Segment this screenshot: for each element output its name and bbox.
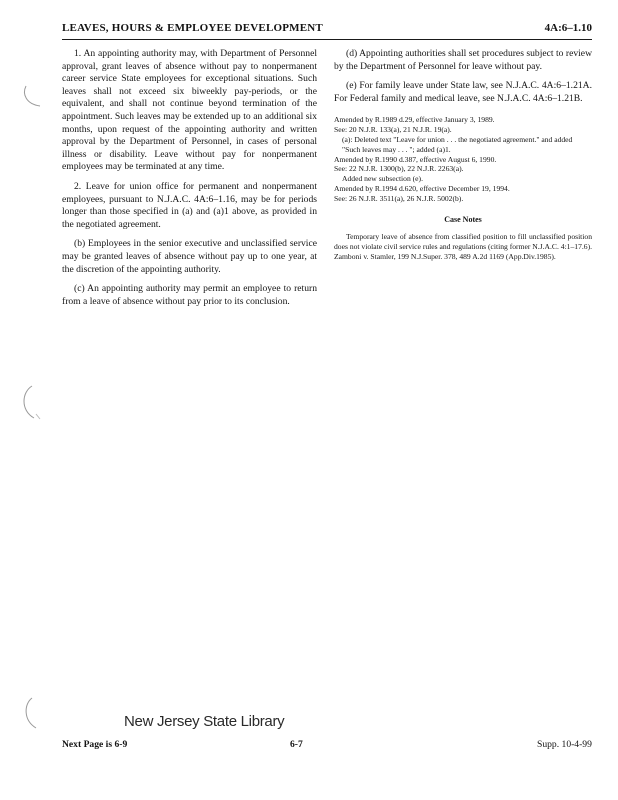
case-notes-text: Temporary leave of absence from classified position to fill unclassified position does not violate civil service rules and regulations (citing former N.J.A.C. 4:1–17.6). Zamboni v. Stamler, 199 N.J.Super. 378, 489 A.2d 1169 (App.Div.1985). <box>334 232 592 261</box>
history-line: Added new subsection (e). <box>342 174 423 184</box>
library-stamp: New Jersey State Library <box>124 713 285 730</box>
paragraph-a1: 1. An appointing authority may, with Department of Personnel approval, grant leaves of absence without pay to nonpermanent career service State employees for exceptional situations. Such leaves shall not exceed six biweekly pay-periods, or the equivalent, and shall not continue beyond termination of the appointment. Such leaves may be extended up to an additional six months, upon request of the appointing authority and written approval by the Department of Personnel, in cases of personal illness or disability. Leave without pay for nonpermanent employees may be terminated at any time. <box>62 48 317 173</box>
paragraph-d: (d) Appointing authorities shall set procedures subject to review by the Department of Personnel for leave without pay. <box>334 48 592 72</box>
left-column <box>62 48 317 315</box>
case-notes-heading: Case Notes <box>444 214 482 224</box>
running-header <box>62 19 592 40</box>
history-line: Amended by R.1990 d.387, effective August 6, 1990. <box>334 154 497 164</box>
history-line: Amended by R.1994 d.620, effective December 19, 1994. <box>334 183 510 193</box>
page-number: 6-7 <box>290 739 303 750</box>
history-line: Amended by R.1989 d.29, effective January 3, 1989. <box>334 115 495 125</box>
binder-hole-mark <box>20 694 46 734</box>
supplement-date: Supp. 10-4-99 <box>537 739 592 750</box>
paragraph-b: (b) Employees in the senior executive and unclassified service may be granted leaves of absence without pay up to one year, at the discretion of the appointing authority. <box>62 238 317 275</box>
binder-hole-mark <box>20 84 44 110</box>
paragraph-a2: 2. Leave for union office for permanent and nonpermanent employees, pursuant to N.J.A.C. 4A:6–1.16, may be for periods longer than those specified in (a) and (a)1 above, as provided in the negotiated agreement. <box>62 180 317 230</box>
history-line: See: 20 N.J.R. 133(a), 21 N.J.R. 19(a). <box>334 125 452 135</box>
binder-hole-mark <box>18 384 44 424</box>
paragraph-e: (e) For family leave under State law, see N.J.A.C. 4A:6–1.21A. For Federal family and medical leave, see N.J.A.C. 4A:6–1.21B. <box>334 80 592 104</box>
paragraph-c: (c) An appointing authority may permit an employee to return from a leave of absence without pay prior to its conclusion. <box>62 283 317 307</box>
section-number: 4A:6–1.10 <box>544 22 592 34</box>
chapter-title: LEAVES, HOURS & EMPLOYEE DEVELOPMENT <box>62 22 323 34</box>
history-line: (a): Deleted text "Leave for union . . . the negotiated agreement." and added "Such leaves may . . . "; added (a)1. <box>342 134 573 154</box>
history-line: See: 22 N.J.R. 1300(b), 22 N.J.R. 2263(a). <box>334 164 464 174</box>
footer-next-page: Next Page is 6-9 <box>62 739 128 750</box>
history-line: See: 26 N.J.R. 3511(a), 26 N.J.R. 5002(b). <box>334 193 464 203</box>
right-column <box>334 48 592 269</box>
amendment-history <box>334 115 592 203</box>
